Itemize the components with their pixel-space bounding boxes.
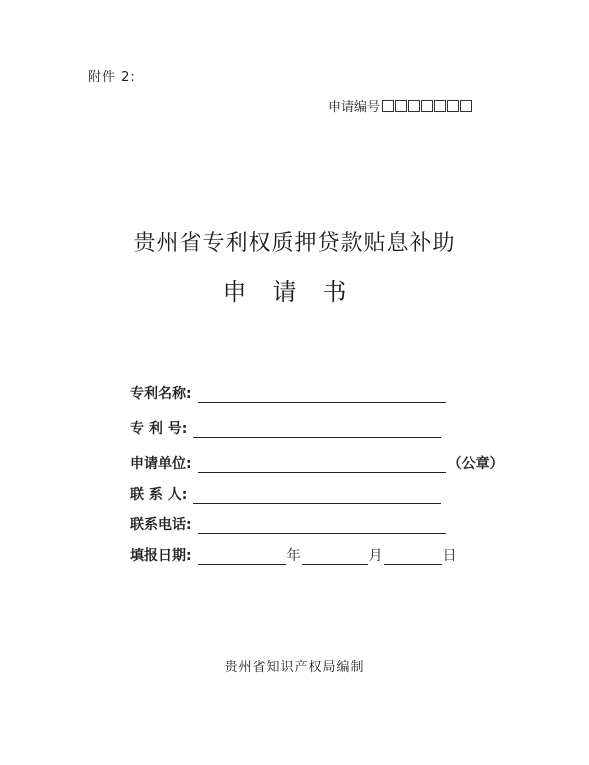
- digit-box[interactable]: [395, 100, 407, 112]
- patent-name-row: [130, 383, 446, 403]
- contact-person-row: [130, 484, 441, 504]
- document-subtitle: 申请书: [222, 278, 373, 306]
- patent-number-field[interactable]: [193, 421, 441, 438]
- application-number-label: 申请编号: [328, 100, 381, 115]
- month-field[interactable]: [302, 548, 368, 565]
- contact-person-label: 联 系 人:: [130, 487, 188, 503]
- attachment-label: 附件 2:: [88, 70, 136, 85]
- digit-box[interactable]: [460, 100, 472, 112]
- patent-number-label: 专 利 号:: [130, 421, 188, 437]
- digit-box[interactable]: [434, 100, 446, 112]
- contact-phone-row: [130, 514, 446, 534]
- contact-phone-field[interactable]: [198, 517, 446, 534]
- document-title: 贵州省专利权质押贷款贴息补助: [133, 231, 456, 256]
- application-number: [328, 96, 472, 115]
- patent-name-field[interactable]: [198, 386, 446, 403]
- digit-box[interactable]: [421, 100, 433, 112]
- applicant-unit-row: [130, 453, 504, 473]
- day-label: 日: [442, 548, 457, 564]
- fill-date-row: [130, 545, 458, 565]
- patent-name-label: 专利名称:: [130, 386, 192, 402]
- compiled-by-footer: 贵州省知识产权局编制: [224, 660, 365, 675]
- digit-box[interactable]: [382, 100, 394, 112]
- application-number-boxes: [382, 100, 472, 112]
- patent-number-row: [130, 418, 441, 438]
- digit-box[interactable]: [408, 100, 420, 112]
- contact-phone-label: 联系电话:: [130, 517, 192, 533]
- fill-date-label: 填报日期:: [130, 548, 192, 564]
- official-seal-note: （公章）: [447, 456, 504, 472]
- year-label: 年: [286, 548, 301, 564]
- contact-person-field[interactable]: [193, 487, 441, 504]
- day-field[interactable]: [384, 548, 442, 565]
- applicant-unit-field[interactable]: [198, 456, 446, 473]
- year-field[interactable]: [198, 548, 286, 565]
- digit-box[interactable]: [447, 100, 459, 112]
- month-label: 月: [368, 548, 383, 564]
- applicant-unit-label: 申请单位:: [130, 456, 192, 472]
